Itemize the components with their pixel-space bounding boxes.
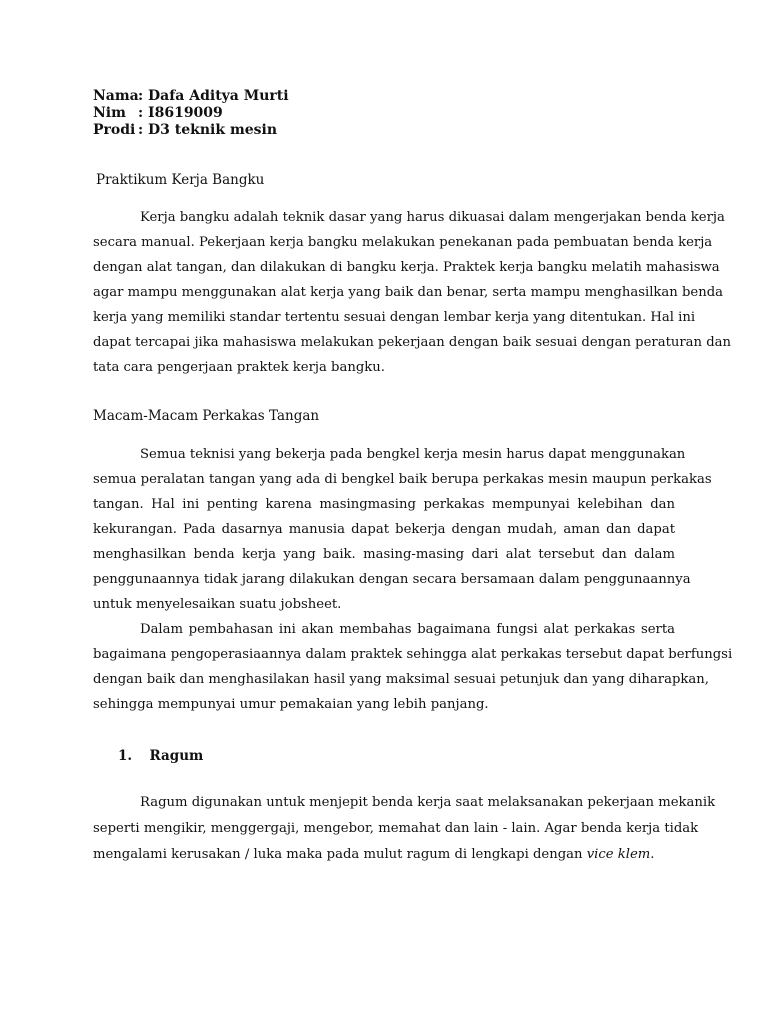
paragraph-line: dapat tercapai jika mahasiswa melakukan pekerjaan dengan baik sesuai dengan peraturan dan: [93, 335, 732, 350]
paragraph-line: mengalami kerusakan / luka maka pada mulut ragum di lengkapi dengan vice klem.: [93, 847, 655, 862]
paragraph-line: tata cara pengerjaan praktek kerja bangku.: [93, 360, 385, 375]
paragraph-line: dengan alat tangan, dan dilakukan di bangku kerja. Praktek kerja bangku melatih mahasiswa: [93, 260, 720, 275]
name-value: : Dafa Aditya Murti: [138, 88, 289, 104]
section-title-praktikum: Praktikum Kerja Bangku: [96, 172, 265, 188]
header-nim-row: [93, 105, 223, 122]
paragraph-line: dengan baik dan menghasilakan hasil yang maksimal sesuai petunjuk dan yang diharapkan,: [93, 672, 709, 687]
prodi-value: : D3 teknik mesin: [138, 122, 278, 138]
paragraph-line: penggunaannya tidak jarang dilakukan dengan secara bersamaan dalam penggunaannya: [93, 572, 691, 587]
paragraph-line: kerja yang memiliki standar tertentu sesuai dengan lembar kerja yang ditentukan. Hal ini: [93, 310, 696, 325]
paragraph-line: Semua teknisi yang bekerja pada bengkel kerja mesin harus dapat menggunakan: [140, 447, 686, 462]
list-title: Ragum: [149, 748, 204, 764]
paragraph-line: Ragum digunakan untuk menjepit benda kerja saat melaksanakan pekerjaan mekanik: [140, 795, 716, 810]
paragraph-line: kekurangan. Pada dasarnya manusia dapat bekerja dengan mudah, aman dan dapat: [93, 522, 675, 537]
paragraph-line: semua peralatan tangan yang ada di bengkel baik berupa perkakas mesin maupun perkakas: [93, 472, 712, 487]
paragraph-line: bagaimana pengoperasiaannya dalam praktek sehingga alat perkakas tersebut dapat berfungsi: [93, 647, 733, 662]
italic-term: vice klem: [586, 847, 651, 862]
header-prodi-row: [93, 122, 277, 139]
nim-value: : I8619009: [138, 105, 223, 121]
header-name-row: [93, 88, 289, 105]
paragraph-line: untuk menyelesaikan suatu jobsheet.: [93, 597, 342, 612]
list-number: 1.: [118, 748, 133, 764]
paragraph-line: Kerja bangku adalah teknik dasar yang harus dikuasai dalam mengerjakan benda kerja: [140, 210, 725, 225]
prodi-label: Prodi: [93, 122, 136, 138]
paragraph-line: tangan. Hal ini penting karena masingmasing perkakas mempunyai kelebihan dan: [93, 497, 675, 512]
name-label: Nama: [93, 88, 139, 104]
list-heading-ragum: [118, 748, 203, 764]
paragraph-line: Dalam pembahasan ini akan membahas bagaimana fungsi alat perkakas serta: [140, 622, 675, 637]
paragraph-line: menghasilkan benda kerja yang baik. masing-masing dari alat tersebut dan dalam: [93, 547, 675, 562]
paragraph-line: secara manual. Pekerjaan kerja bangku melakukan penekanan pada pembuatan benda kerja: [93, 235, 713, 250]
paragraph-line: seperti mengikir, menggergaji, mengebor, memahat dan lain - lain. Agar benda kerja tidak: [93, 821, 699, 836]
section-title-perkakas: Macam-Macam Perkakas Tangan: [93, 408, 320, 424]
paragraph-semua-teknisi: [93, 442, 733, 717]
paragraph-ragum: [93, 790, 715, 868]
paragraph-kerja-bangku: [93, 205, 732, 380]
nim-label: Nim: [93, 105, 126, 121]
paragraph-line: sehingga mempunyai umur pemakaian yang lebih panjang.: [93, 697, 489, 712]
paragraph-line: agar mampu menggunakan alat kerja yang baik dan benar, serta mampu menghasilkan benda: [93, 285, 723, 300]
